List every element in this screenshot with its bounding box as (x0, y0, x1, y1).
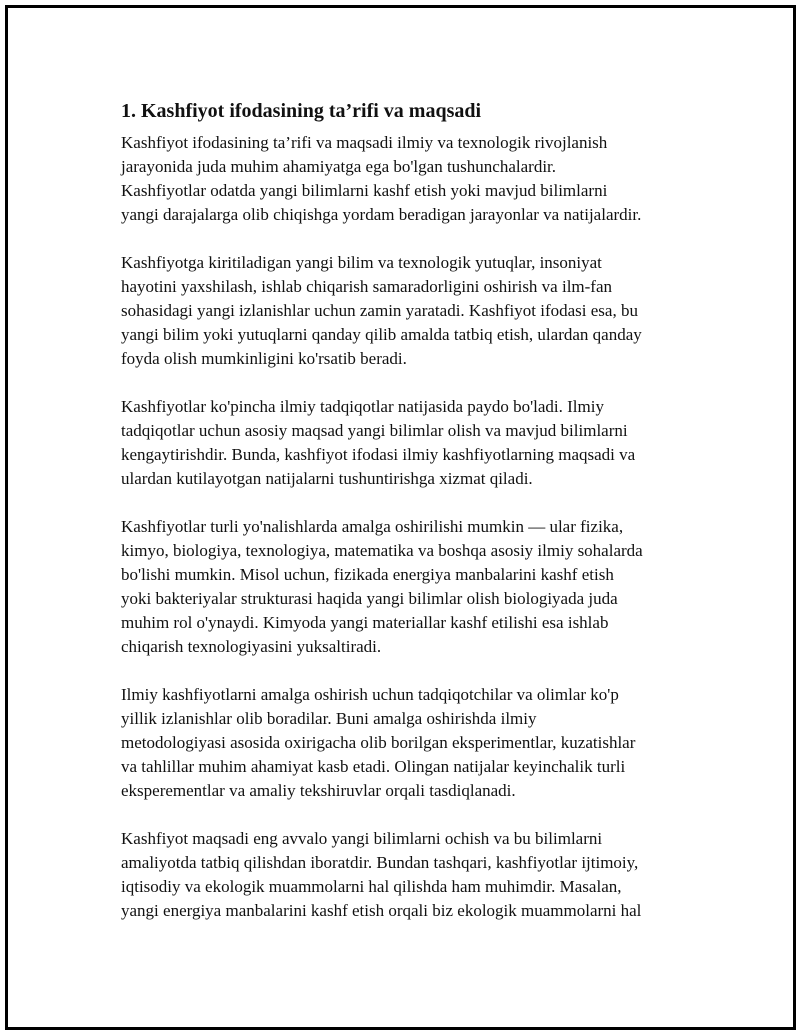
paragraph-6 (121, 827, 701, 923)
paragraph-4 (121, 515, 701, 659)
paragraph-2 (121, 251, 701, 371)
text-line: hayotini yaxshilash, ishlab chiqarish samaradorligini oshirish va ilm-fan (121, 277, 613, 296)
section-heading: 1. Kashfiyot ifodasining ta’rifi va maqsadi (121, 100, 482, 122)
text-line: yangi bilim yoki yutuqlarni qanday qilib amalda tatbiq etish, ulardan qanday (121, 325, 642, 344)
text-line: Kashfiyotga kiritiladigan yangi bilim va texnologik yutuqlar, insoniyat (121, 253, 602, 272)
text-line: Kashfiyotlar ko'pincha ilmiy tadqiqotlar natijasida paydo bo'ladi. Ilmiy (121, 397, 604, 416)
text-line: yangi darajalarga olib chiqishga yordam beradigan jarayonlar va natijalardir. (121, 205, 642, 224)
text-line: metodologiyasi asosida oxirigacha olib borilgan eksperimentlar, kuzatishlar (121, 733, 636, 752)
paragraph-1 (121, 131, 701, 227)
text-line: kengaytirishdir. Bunda, kashfiyot ifodasi ilmiy kashfiyotlarning maqsadi va (121, 445, 636, 464)
text-line: jarayonida juda muhim ahamiyatga ega bo'lgan tushunchalardir. (121, 157, 557, 176)
text-line: tadqiqotlar uchun asosiy maqsad yangi bilimlar olish va mavjud bilimlarni (121, 421, 628, 440)
text-line: Kashfiyot maqsadi eng avvalo yangi bilimlarni ochish va bu bilimlarni (121, 829, 603, 848)
text-line: muhim rol o'ynaydi. Kimyoda yangi materiallar kashf etilishi esa ishlab (121, 613, 609, 632)
text-line: iqtisodiy va ekologik muammolarni hal qilishda ham muhimdir. Masalan, (121, 877, 622, 896)
text-line: Kashfiyotlar odatda yangi bilimlarni kashf etish yoki mavjud bilimlarni (121, 181, 608, 200)
text-line: yillik izlanishlar olib boradilar. Buni amalga oshirishda ilmiy (121, 709, 537, 728)
text-line: bo'lishi mumkin. Misol uchun, fizikada energiya manbalarini kashf etish (121, 565, 614, 584)
document-body (121, 98, 701, 947)
text-line: yangi energiya manbalarini kashf etish orqali biz ekologik muammolarni hal (121, 901, 642, 920)
paragraph-3 (121, 395, 701, 491)
page-frame (5, 5, 796, 1030)
text-line: amaliyotda tatbiq qilishdan iboratdir. Bundan tashqari, kashfiyotlar ijtimoiy, (121, 853, 639, 872)
text-line: Kashfiyotlar turli yo'nalishlarda amalga oshirilishi mumkin — ular fizika, (121, 517, 624, 536)
text-line: eksperementlar va amaliy tekshiruvlar orqali tasdiqlanadi. (121, 781, 516, 800)
paragraph-5 (121, 683, 701, 803)
text-line: Kashfiyot ifodasining ta’rifi va maqsadi ilmiy va texnologik rivojlanish (121, 133, 608, 152)
text-line: Ilmiy kashfiyotlarni amalga oshirish uchun tadqiqotchilar va olimlar ko'p (121, 685, 619, 704)
text-line: kimyo, biologiya, texnologiya, matematika va boshqa asosiy ilmiy sohalarda (121, 541, 643, 560)
text-line: ulardan kutilayotgan natijalarni tushuntirishga xizmat qiladi. (121, 469, 533, 488)
text-line: chiqarish texnologiyasini yuksaltiradi. (121, 637, 382, 656)
text-line: sohasidagi yangi izlanishlar uchun zamin yaratadi. Kashfiyot ifodasi esa, bu (121, 301, 638, 320)
text-line: va tahlillar muhim ahamiyat kasb etadi. Olingan natijalar keyinchalik turli (121, 757, 626, 776)
text-line: yoki bakteriyalar strukturasi haqida yangi bilimlar olish biologiyada juda (121, 589, 618, 608)
text-line: foyda olish mumkinligini ko'rsatib beradi. (121, 349, 407, 368)
